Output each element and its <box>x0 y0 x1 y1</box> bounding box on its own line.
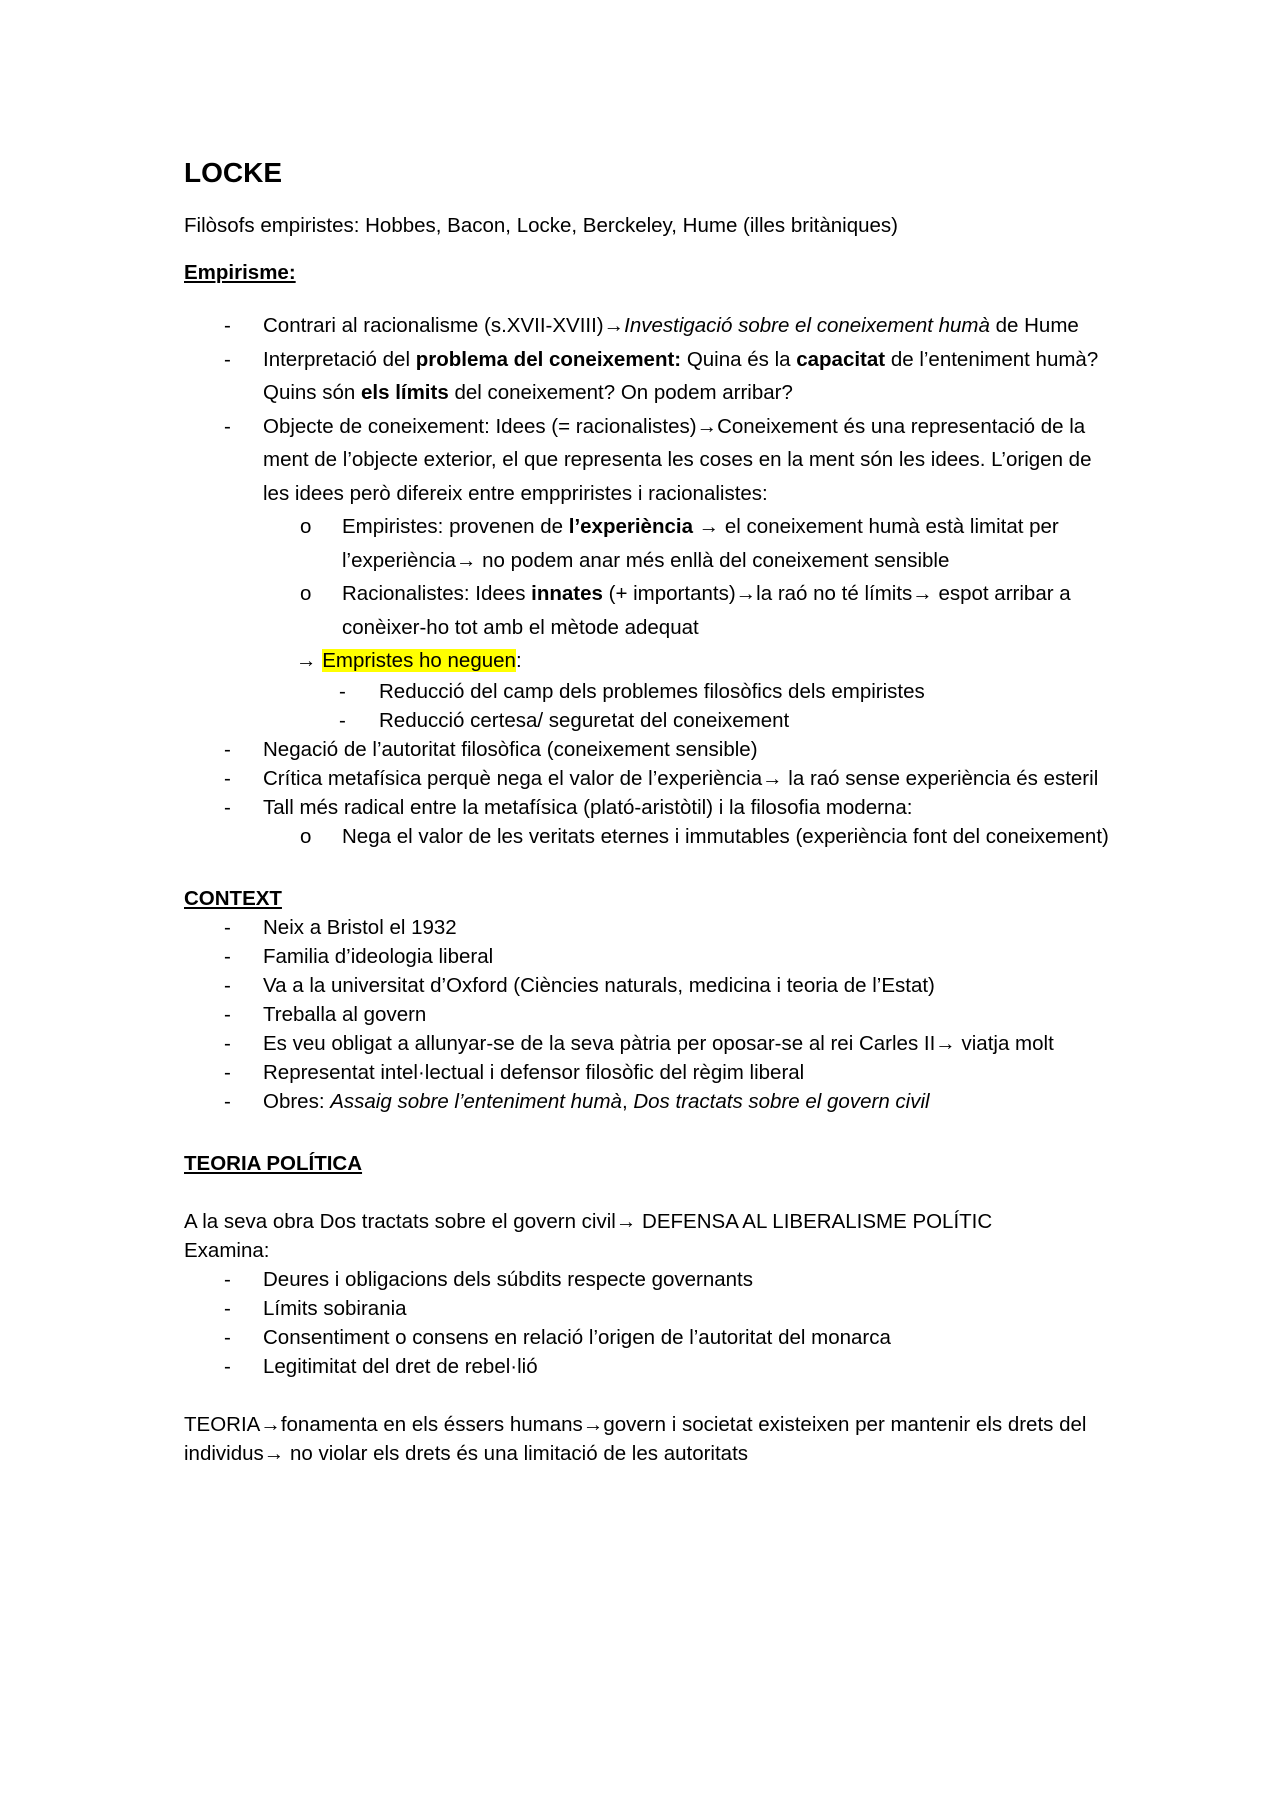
list-item: - Legitimitat del dret de rebel·lió <box>184 1352 1114 1381</box>
document-page <box>184 155 1114 1468</box>
politica-line: A la seva obra Dos tractats sobre el govern civil→ DEFENSA AL LIBERALISME POLÍTIC <box>184 1210 993 1233</box>
list-item: o Racionalistes: Idees innates (+ importants)→la raó no té límits→ espot arribar a conèixer-ho tot amb el mètode adequat <box>184 577 1114 644</box>
list-item: - Neix a Bristol el 1932 <box>184 913 1114 942</box>
list-item: - Familia d’ideologia liberal <box>184 942 1114 971</box>
list-item: - Reducció certesa/ seguretat del coneixement <box>184 706 1114 735</box>
list-item: - Interpretació del problema del coneixement: Quina és la capacitat de l’enteniment humà? Quins són els límits del coneixement? On podem arribar? <box>184 343 1114 410</box>
list-item: - Crítica metafísica perquè nega el valor de l’experiència→ la raó sense experiència és esteril <box>184 764 1114 793</box>
arrow-icon: → <box>296 649 323 672</box>
arrow-icon: → <box>762 767 783 790</box>
intro-line: Filòsofs empiristes: Hobbes, Bacon, Locke, Berckeley, Hume (illes britàniques) <box>184 214 898 237</box>
arrow-icon: → <box>603 314 625 337</box>
section-heading-politica: TEORIA POLÍTICA <box>184 1152 363 1175</box>
empirisme-list-cont <box>184 735 1114 851</box>
list-item: - Obres: Assaig sobre l’enteniment humà, Dos tractats sobre el govern civil <box>184 1087 1114 1116</box>
sub-sub-list <box>184 677 1114 735</box>
list-item: - Va a la universitat d’Oxford (Ciències naturals, medicina i teoria de l’Estat) <box>184 971 1114 1000</box>
list-item: o Empiristes: provenen de l’experiència → el coneixement humà està limitat per l’experiència→ no podem anar més enllà del coneixement sensible <box>184 510 1114 577</box>
arrow-icon: → <box>615 1210 637 1233</box>
sub-list <box>263 822 1114 851</box>
examina-line: Examina: <box>184 1239 270 1262</box>
list-item: - Tall més radical entre la metafísica (plató-aristòtil) i la filosofia moderna: o Nega el valor de les veritats eternes i immutables (experiència font del coneixement) <box>184 793 1114 851</box>
arrow-icon: → <box>696 414 718 438</box>
list-item: - Treballa al govern <box>184 1000 1114 1029</box>
section-heading-empirisme: Empirisme: <box>184 261 296 284</box>
list-item: - Consentiment o consens en relació l’origen de l’autoritat del monarca <box>184 1323 1114 1352</box>
teoria-paragraph: TEORIA→fonamenta en els éssers humans→govern i societat existeixen per mantenir els drets del individus→ no violar els drets és una limitació de les autoritats <box>184 1413 1087 1465</box>
arrow-icon: → <box>935 1032 956 1055</box>
list-item: - Es veu obligat a allunyar-se de la seva pàtria per oposar-se al rei Carles II→ viatja molt <box>184 1029 1114 1058</box>
list-item: - Deures i obligacions dels súbdits respecte governants <box>184 1265 1114 1294</box>
highlighted-text: Empristes ho neguen <box>322 649 516 672</box>
arrow-icon: → <box>735 582 757 605</box>
sub-list <box>263 510 1114 644</box>
list-item: - Representat intel·lectual i defensor filosòfic del règim liberal <box>184 1058 1114 1087</box>
list-item: o Nega el valor de les veritats eternes i immutables (experiència font del coneixement) <box>184 822 1114 851</box>
list-item: - Contrari al racionalisme (s.XVII-XVIII)→Investigació sobre el coneixement humà de Hume <box>184 309 1114 343</box>
politica-list <box>184 1265 1114 1381</box>
page-title: LOCKE <box>184 157 282 188</box>
arrow-icon: → <box>912 582 933 605</box>
arrow-icon: → <box>692 515 725 538</box>
negation-line: → Empristes ho neguen: <box>296 649 522 672</box>
list-item: - Negació de l’autoritat filosòfica (coneixement sensible) <box>184 735 1114 764</box>
arrow-icon: → <box>263 1442 285 1465</box>
arrow-icon: → <box>455 548 477 572</box>
arrow-icon: → <box>260 1413 281 1436</box>
section-heading-context: CONTEXT <box>184 887 282 910</box>
arrow-icon: → <box>582 1413 604 1436</box>
list-item: - Reducció del camp dels problemes filosòfics dels empiristes <box>184 677 1114 706</box>
list-item: - Límits sobirania <box>184 1294 1114 1323</box>
list-item: - Objecte de coneixement: Idees (= racionalistes)→Coneixement és una representació de la ment de l’objecte exterior, el que representa les coses en la ment són les idees. L’origen de les idees però difereix entre emppriristes i racionalistes: o Empiristes: provenen de l’experiència → el coneixement humà està limitat per l’experiència→ no podem anar més enllà del coneixement sensible o Racionalistes: Idees innates (+ importants)→la raó no té límits→ espot arribar a conèixer-ho tot amb el mètode adequat → Empristes ho neguen: - Reducció del camp dels problemes filosòfics dels empiristes - Reducció certesa/ seguretat del coneixement <box>184 410 1114 736</box>
empirisme-list <box>184 309 1114 735</box>
context-list <box>184 913 1114 1116</box>
